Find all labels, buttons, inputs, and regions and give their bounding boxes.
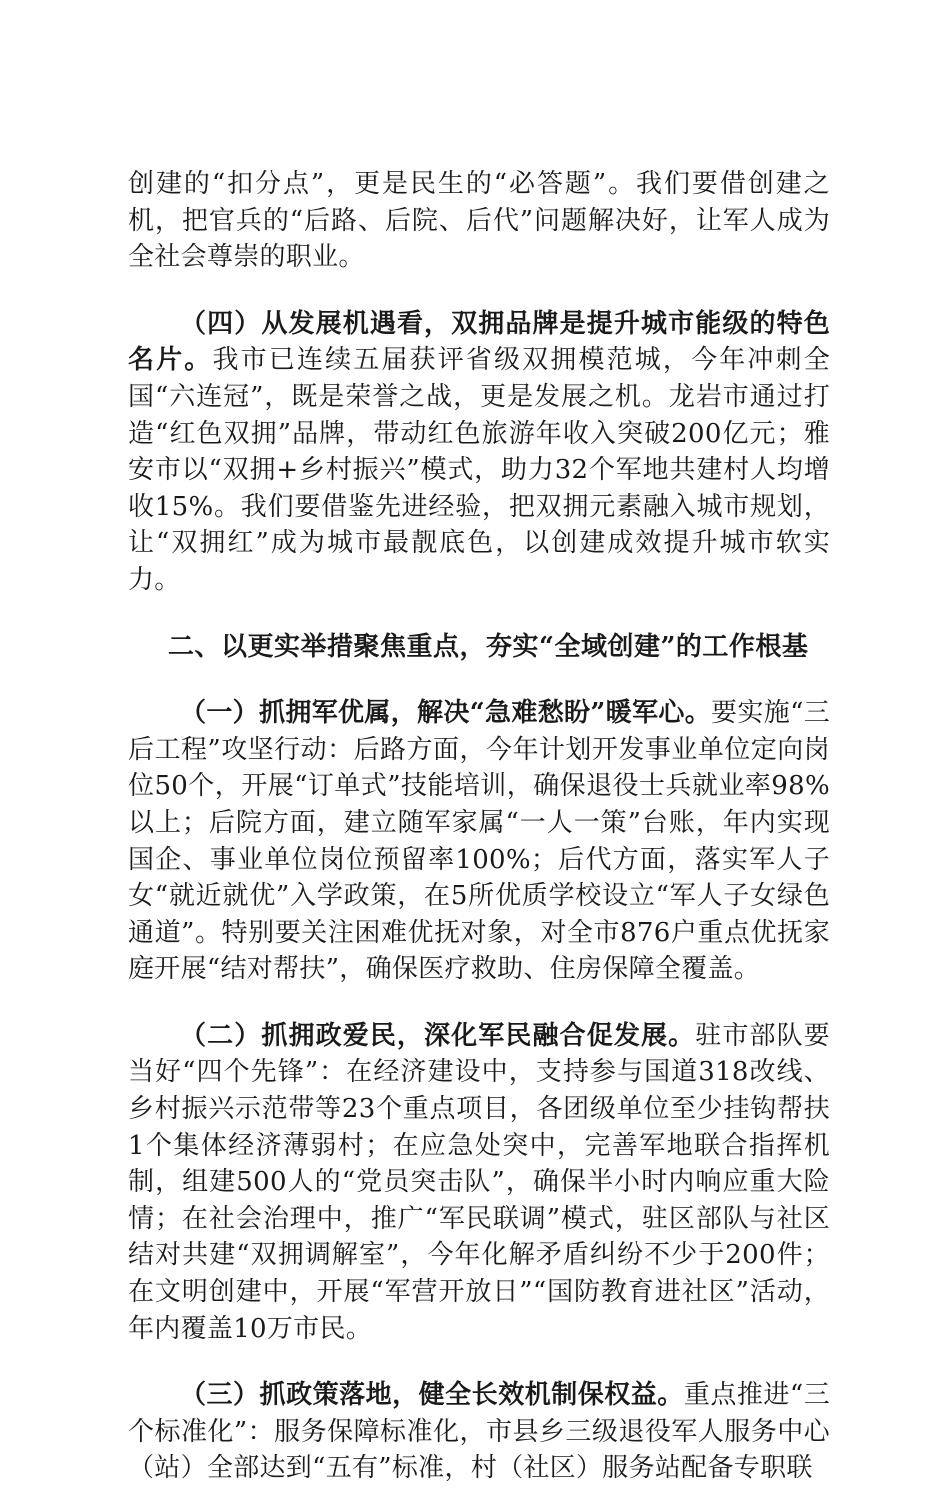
paragraph-support-military-text: 要实施“三后工程”攻坚行动：后路方面，今年计划开发事业单位定向岗位50个，开展“订单式”技能培训，确保退役士兵就业率98%以上；后院方面，建立随军家属“一人一策”台账，年内实现国企、事业单位岗位预留率100%；后代方面，落实军人子女“就近就优”入学政策，在5所优质学校设立“军人子女绿色通道”。特别要关注困难优抚对象，对全市876户重点优抚家庭开展“结对帮扶”，确保医疗救助、住房保障全覆盖。 <box>128 698 830 985</box>
paragraph-support-government-text: 驻市部队要当好“四个先锋”：在经济建设中，支持参与国道318改线、乡村振兴示范带等23个重点项目，各团级单位至少挂钩帮扶1个集体经济薄弱村；在应急处突中，完善军地联合指挥机制，组建500人的“党员突击队”，确保半小时内响应重大险情；在社会治理中，推广“军民联调”模式，驻区部队与社区结对共建“双拥调解室”，今年化解矛盾纠纷不少于200件；在文明创建中，开展“军营开放日”“国防教育进社区”活动，年内覆盖10万市民。 <box>128 1020 830 1344</box>
paragraph-support-military <box>128 695 830 988</box>
paragraph-4-text: 我市已连续五届获评省级双拥模范城，今年冲刺全国“六连冠”，既是荣誉之战，更是发展之机。龙岩市通过打造“红色双拥”品牌，带动红色旅游年收入突破200亿元；雅安市以“双拥+乡村振兴”模式，助力32个军地共建村人均增收15%。我们要借鉴先进经验，把双拥元素融入城市规划，让“双拥红”成为城市最靓底色，以创建成效提升城市软实力。 <box>128 345 830 595</box>
paragraph-support-military-lead: （一）抓拥军优属，解决“急难愁盼”暖军心。 <box>180 698 712 729</box>
paragraph-policy-implementation <box>128 1377 830 1487</box>
paragraph-policy-implementation-text: 重点推进“三个标准化”：服务保障标准化，市县乡三级退役军人服务中心（站）全部达到“五有”标准，村（社区）服务站配备专职联 <box>128 1380 831 1484</box>
paragraph-support-government-lead: （二）抓拥政爱民，深化军民融合促发展。 <box>180 1020 696 1051</box>
paragraph-policy-implementation-lead: （三）抓政策落地，健全长效机制保权益。 <box>180 1380 684 1411</box>
paragraph-4-lead: （四）从发展机遇看，双拥品牌是提升城市能级的特色名片。 <box>128 308 830 376</box>
section-heading-2: 二、以更实举措聚焦重点，夯实“全域创建”的工作根基 <box>168 631 809 662</box>
paragraph-support-government <box>128 1018 830 1347</box>
document-body <box>128 166 830 1487</box>
paragraph-4-development-opportunity <box>128 306 830 599</box>
paragraph-continuation: 创建的“扣分点”，更是民生的“必答题”。我们要借创建之机，把官兵的“后路、后院、后代”问题解决好，让军人成为全社会尊崇的职业。 <box>128 169 830 273</box>
